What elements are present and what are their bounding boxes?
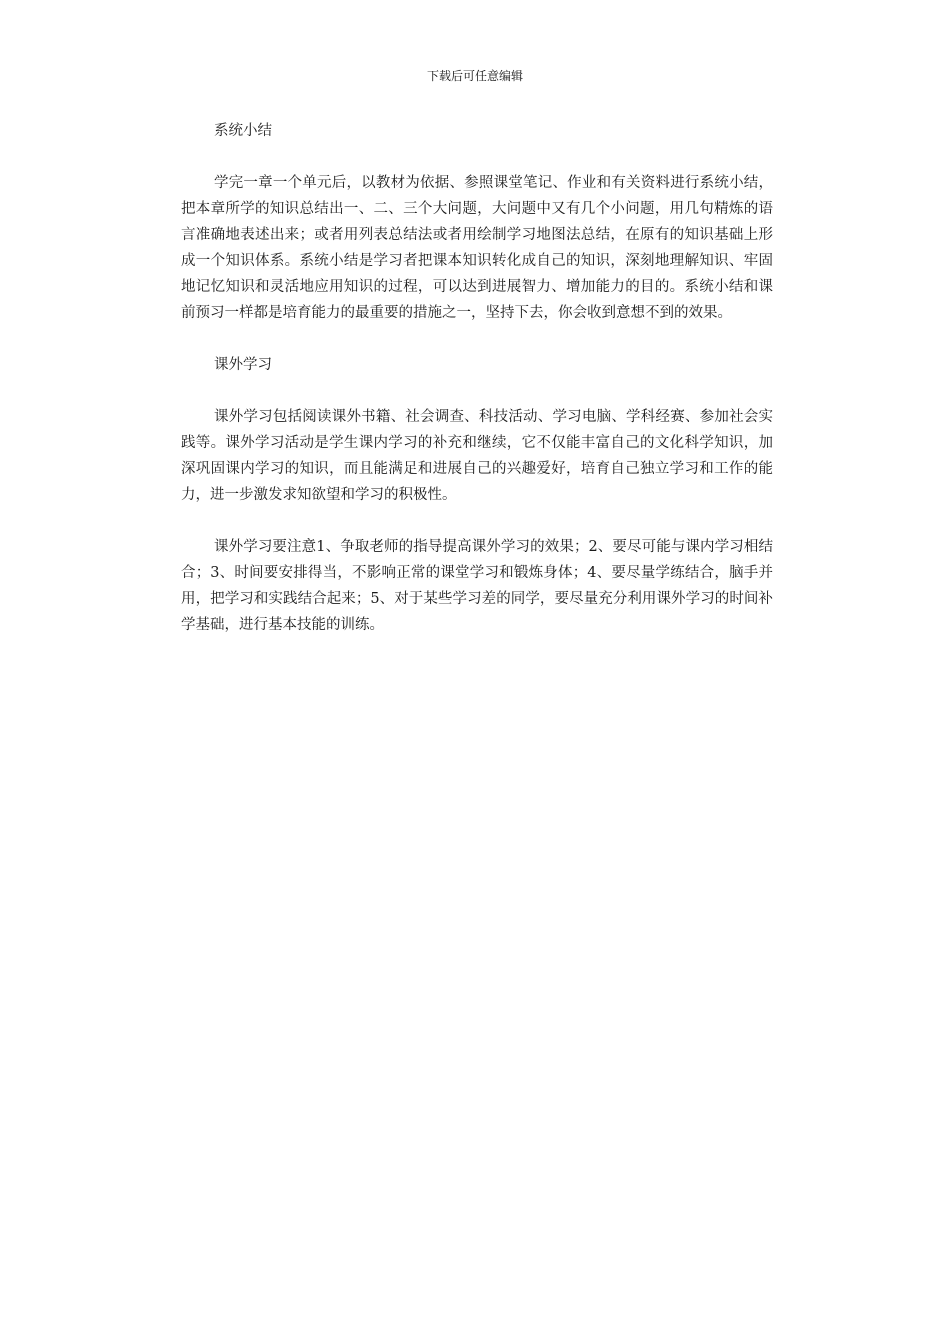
section-heading-summary: 系统小结	[214, 123, 272, 139]
spacer	[181, 144, 773, 170]
paragraph-extracurricular-1: 课外学习包括阅读课外书籍、社会调查、科技活动、学习电脑、学科经赛、参加社会实践等。课外学习活动是学生课内学习的补充和继续，它不仅能丰富自己的文化科学知识，加深巩固课内学习的知识，而且能满足和进展自己的兴趣爱好，培育自己独立学习和工作的能力，进一步激发求知欲望和学习的积极性。	[181, 409, 773, 503]
page-header: 下载后可任意编辑	[426, 69, 523, 83]
spacer	[181, 508, 773, 534]
paragraph-extracurricular-2: 课外学习要注意1、争取老师的指导提高课外学习的效果；2、要尽可能与课内学习相结合；3、时间要安排得当，不影响正常的课堂学习和锻炼身体；4、要尽量学练结合，脑手并用，把学习和实践结合起来；5、对于某些学习差的同学，要尽量充分利用课外学习的时间补学基础，进行基本技能的训练。	[181, 539, 773, 633]
spacer	[181, 378, 773, 404]
section-heading-extracurricular: 课外学习	[214, 357, 272, 373]
spacer	[181, 326, 773, 352]
paragraph-summary: 学完一章一个单元后，以教材为依据、参照课堂笔记、作业和有关资料进行系统小结，把本章所学的知识总结出一、二、三个大问题，大问题中又有几个小问题，用几句精炼的语言准确地表述出来；或者用列表总结法或者用绘制学习地图法总结，在原有的知识基础上形成一个知识体系。系统小结是学习者把课本知识转化成自己的知识，深刻地理解知识、牢固地记忆知识和灵活地应用知识的过程，可以达到进展智力、增加能力的目的。系统小结和课前预习一样都是培育能力的最重要的措施之一，坚持下去，你会收到意想不到的效果。	[181, 175, 773, 321]
document-body	[181, 118, 773, 638]
